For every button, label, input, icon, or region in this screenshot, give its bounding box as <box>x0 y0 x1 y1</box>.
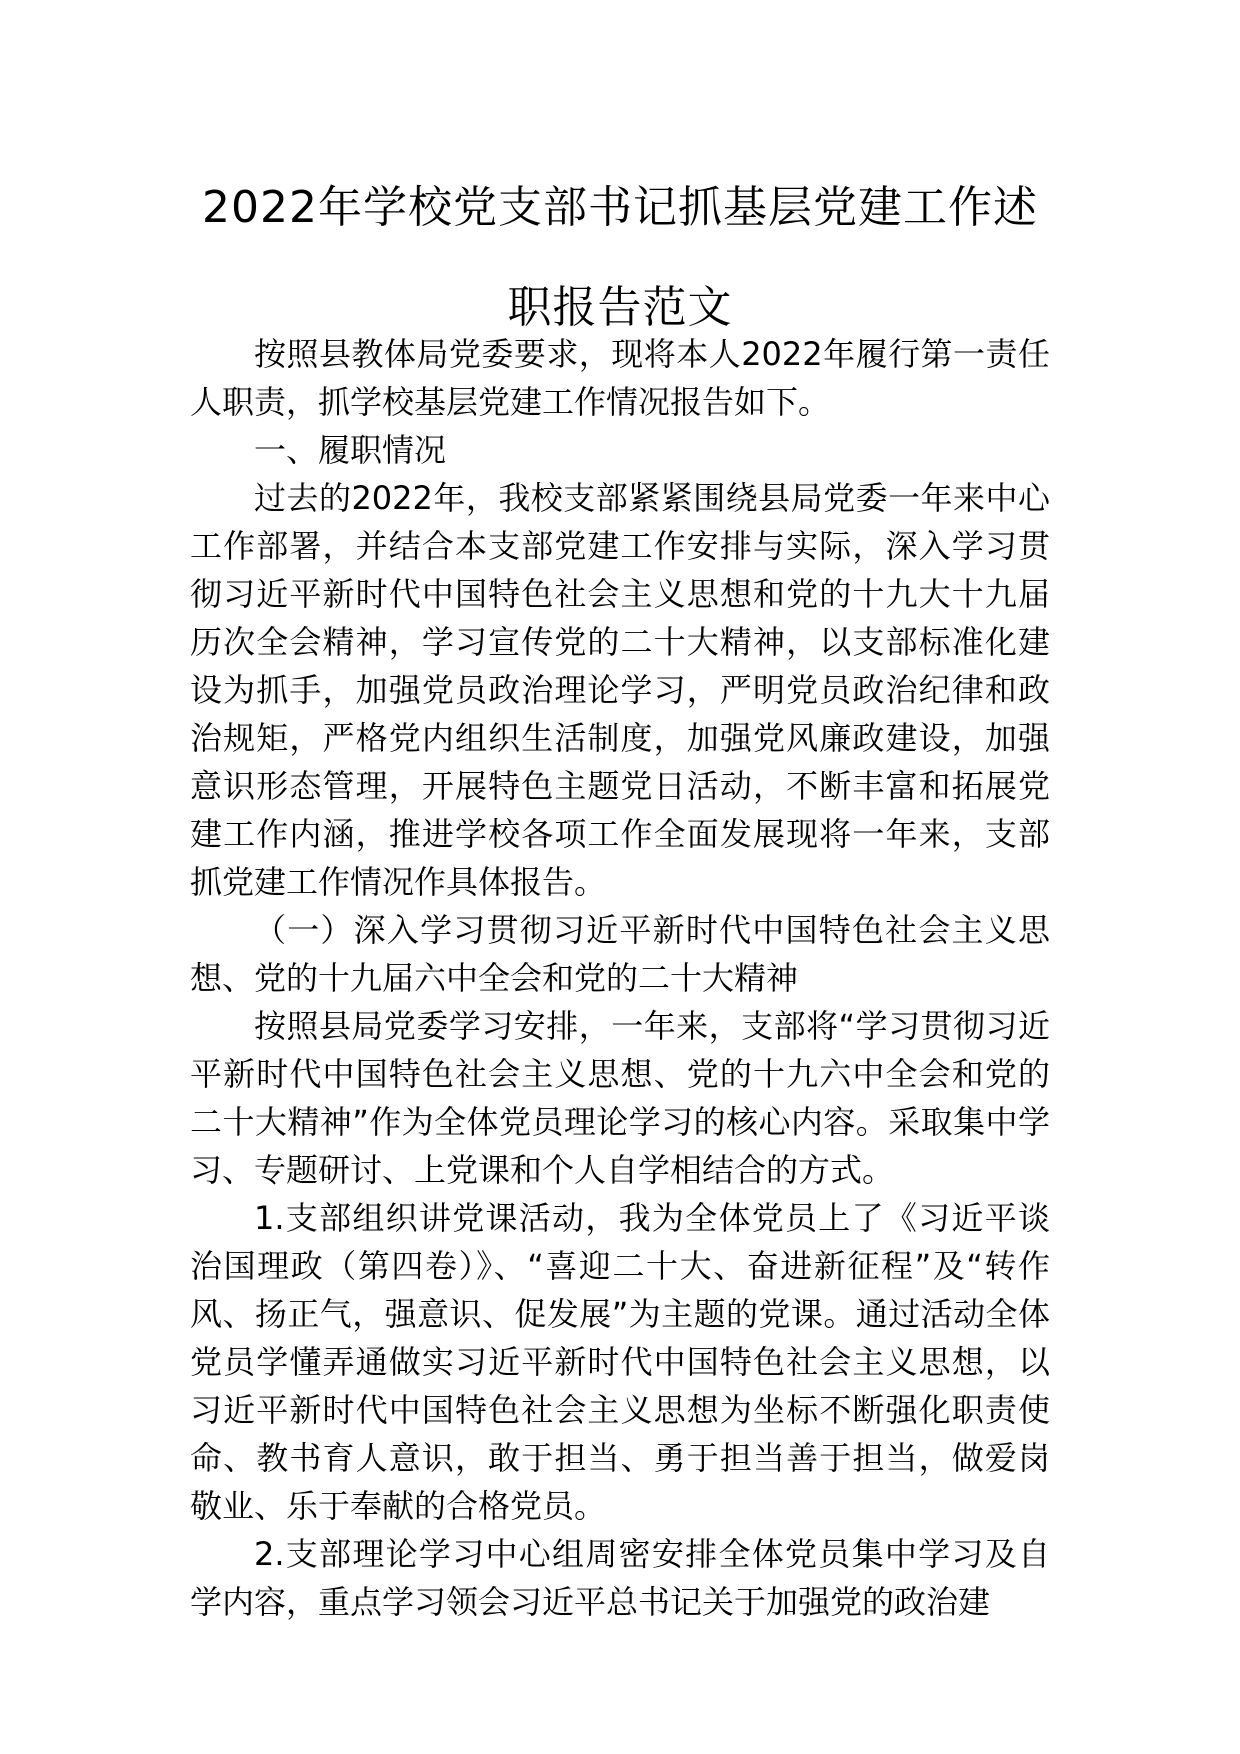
title-line-1: 2022年学校党支部书记抓基层党建工作述 <box>202 182 1038 233</box>
list-item-1: 1.支部组织讲党课活动，我为全体党员上了《习近平谈治国理政（第四卷）》、“喜迎二十大、奋进新征程”及“转作风、扬正气，强意识、促发展”为主题的党课。通过活动全体党员学懂弄通做实习近平新时代中国特色社会主义思想，以习近平新时代中国特色社会主义思想为坐标不断强化职责使命、教书育人意识，敢于担当、勇于担当善于担当，做爱岗敬业、乐于奉献的合格党员。 <box>190 1199 1050 1525</box>
section-heading-1: 一、履职情况 <box>254 431 447 469</box>
subsection-heading-1: （一）深入学习贯彻习近平新时代中国特色社会主义思想、党的十九届六中全会和党的二十大精神 <box>190 911 1050 997</box>
document-title <box>190 158 1050 358</box>
document-body <box>190 330 1050 1626</box>
subsection-1-paragraph: 按照县局党委学习安排，一年来，支部将“学习贯彻习近平新时代中国特色社会主义思想、党的十九六中全会和党的二十大精神”作为全体党员理论学习的核心内容。采取集中学习、专题研讨、上党课和个人自学相结合的方式。 <box>190 1007 1050 1189</box>
title-line-2: 职报告范文 <box>507 282 733 333</box>
intro-paragraph: 按照县教体局党委要求，现将本人2022年履行第一责任人职责，抓学校基层党建工作情况报告如下。 <box>190 335 1050 421</box>
section-1-paragraph: 过去的2022年，我校支部紧紧围绕县局党委一年来中心工作部署，并结合本支部党建工作安排与实际，深入学习贯彻习近平新时代中国特色社会主义思想和党的十九大十九届历次全会精神，学习宣传党的二十大精神，以支部标准化建设为抓手，加强党员政治理论学习，严明党员政治纪律和政治规矩，严格党内组织生活制度，加强党风廉政建设，加强意识形态管理，开展特色主题党日活动，不断丰富和拓展党建工作内涵，推进学校各项工作全面发展现将一年来，支部抓党建工作情况作具体报告。 <box>190 479 1050 901</box>
list-item-2: 2.支部理论学习中心组周密安排全体党员集中学习及自学内容，重点学习领会习近平总书记关于加强党的政治建 <box>190 1535 1050 1621</box>
